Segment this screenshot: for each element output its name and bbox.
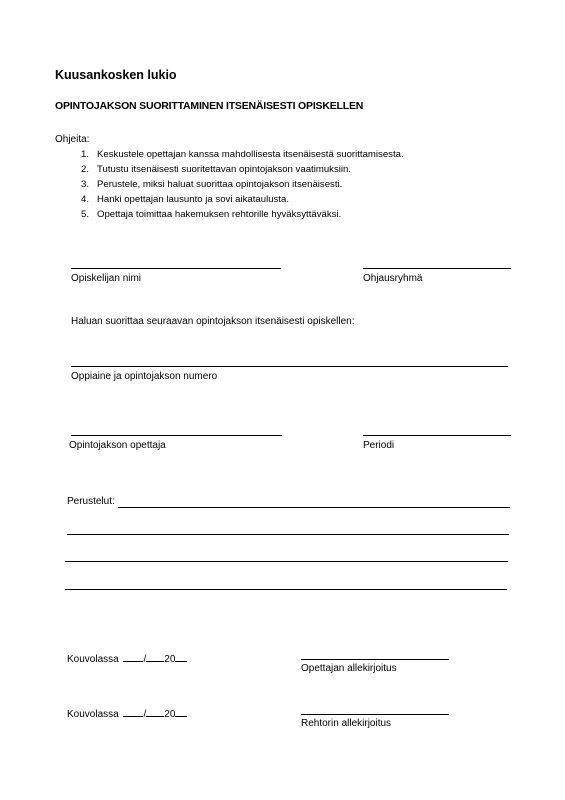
instruction-item (55, 177, 404, 192)
year-blank[interactable] (175, 706, 187, 717)
instructions-heading: Ohjeita: (55, 134, 90, 145)
school-name: Kuusankosken lukio (55, 68, 177, 82)
year-prefix: 20 (164, 654, 176, 665)
principal-date-line: Kouvolassa / 20 (67, 706, 187, 720)
subject-course-line[interactable] (71, 366, 508, 367)
guidance-group-line[interactable] (363, 268, 511, 269)
instruction-text: Keskustele opettajan kanssa mahdollisesta itsenäisestä suorittamisesta. (97, 149, 404, 160)
instruction-text: Opettaja toimittaa hakemuksen rehtorille hyväksyttäväksi. (97, 209, 342, 220)
guidance-group-label: Ohjausryhmä (363, 273, 423, 284)
instruction-item (55, 207, 404, 222)
instruction-text: Hanki opettajan lausunto ja sovi aikataulusta. (97, 194, 289, 205)
instruction-number: 1. (80, 149, 89, 160)
period-label: Periodi (363, 440, 395, 451)
reasons-line[interactable] (67, 534, 509, 535)
student-name-line[interactable] (71, 268, 281, 269)
instruction-number: 3. (80, 179, 89, 190)
teacher-date-line: Kouvolassa / 20 (67, 651, 187, 665)
instruction-item (55, 192, 404, 207)
principal-signature-label: Rehtorin allekirjoitus (301, 718, 392, 729)
place-name: Kouvolassa (67, 654, 119, 665)
teacher-signature-label: Opettajan allekirjoitus (301, 663, 397, 674)
principal-signature-line[interactable] (301, 714, 449, 715)
instruction-number: 2. (80, 164, 89, 175)
year-blank[interactable] (175, 651, 187, 662)
student-name-label: Opiskelijan nimi (71, 273, 142, 284)
teacher-signature-line[interactable] (301, 659, 449, 660)
period-line[interactable] (363, 435, 511, 436)
month-blank[interactable] (146, 651, 164, 662)
reasons-line[interactable] (65, 589, 507, 590)
course-teacher-line[interactable] (71, 435, 282, 436)
statement-text: Haluan suorittaa seuraavan opintojakson itsenäisesti opiskellen: (71, 316, 355, 327)
course-teacher-label: Opintojakson opettaja (69, 440, 166, 451)
reasons-label: Perustelut: (67, 496, 115, 507)
instruction-text: Perustele, miksi haluat suorittaa opintojakson itsenäisesti. (97, 179, 343, 190)
year-prefix: 20 (164, 709, 176, 720)
day-blank[interactable] (123, 651, 143, 662)
reasons-line[interactable] (118, 507, 510, 508)
instruction-text: Tutustu itsenäisesti suoritettavan opintojakson vaatimuksiin. (97, 164, 352, 175)
instructions-list (55, 147, 404, 222)
instruction-item (55, 147, 404, 162)
subject-course-label: Oppiaine ja opintojakson numero (71, 371, 218, 382)
day-blank[interactable] (123, 706, 143, 717)
instruction-number: 4. (80, 194, 89, 205)
month-blank[interactable] (146, 706, 164, 717)
instruction-item (55, 162, 404, 177)
reasons-line[interactable] (65, 561, 508, 562)
place-name: Kouvolassa (67, 709, 119, 720)
instruction-number: 5. (80, 209, 89, 220)
form-title: OPINTOJAKSON SUORITTAMINEN ITSENÄISESTI OPISKELLEN (55, 100, 364, 112)
